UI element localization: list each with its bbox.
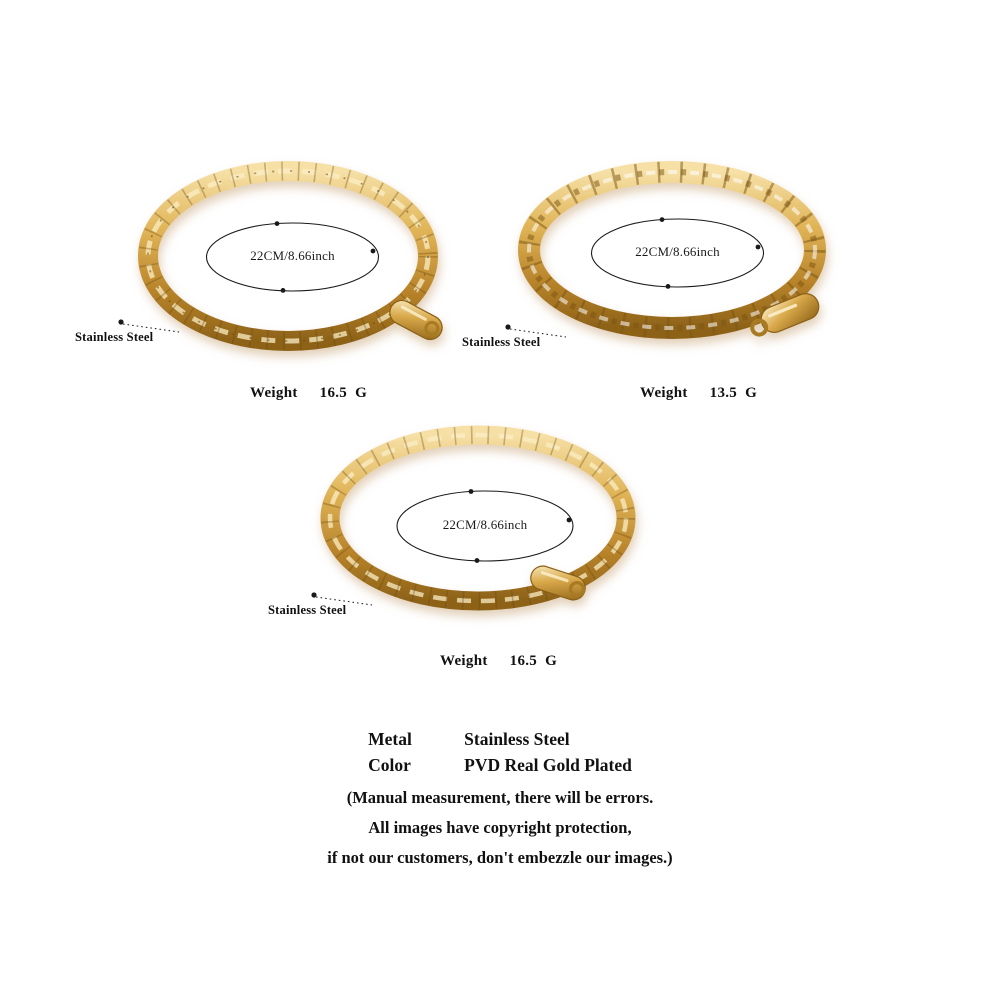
size-ellipse-1 (205, 222, 380, 292)
weight-unit-3: G (545, 653, 558, 669)
spec-value-color: PVD Real Gold Plated (464, 755, 632, 775)
size-ellipse-3 (395, 490, 575, 562)
product-card-3 (268, 415, 680, 680)
product-card-2 (462, 150, 860, 410)
weight-line-1 (250, 385, 367, 402)
size-ellipse-2 (590, 218, 765, 288)
product-card-1 (75, 150, 480, 410)
material-callout-text-1: Stainless Steel (75, 330, 154, 344)
weight-value-2: 13.5 (709, 385, 738, 401)
weight-line-3 (440, 653, 557, 670)
weight-label-3: Weight (440, 653, 488, 669)
size-label-1: 22CM/8.66inch (250, 248, 335, 263)
note-line-1: (Manual measurement, there will be errors. (346, 788, 654, 807)
material-callout-1 (75, 330, 153, 345)
weight-unit-2: G (745, 385, 758, 401)
spec-row-color (368, 752, 632, 778)
material-callout-3 (268, 603, 346, 618)
weight-line-2 (640, 385, 757, 402)
notes-block (0, 783, 1000, 873)
weight-unit-1: G (355, 385, 368, 401)
material-callout-text-2: Stainless Steel (462, 335, 541, 349)
spec-block (0, 726, 1000, 778)
note-line-3: if not our customers, don't embezzle our images.) (327, 848, 673, 867)
spec-value-metal: Stainless Steel (464, 729, 570, 749)
weight-label-1: Weight (250, 385, 298, 401)
weight-value-1: 16.5 (319, 385, 348, 401)
spec-row-metal (368, 726, 632, 752)
spec-key-color: Color (368, 755, 411, 775)
spec-key-metal: Metal (368, 729, 412, 749)
weight-label-2: Weight (640, 385, 688, 401)
material-callout-text-3: Stainless Steel (268, 603, 347, 617)
material-callout-2 (462, 335, 540, 350)
note-line-2: All images have copyright protection, (368, 818, 632, 837)
size-label-3: 22CM/8.66inch (442, 517, 528, 532)
weight-value-3: 16.5 (509, 653, 538, 669)
size-label-2: 22CM/8.66inch (635, 244, 720, 259)
